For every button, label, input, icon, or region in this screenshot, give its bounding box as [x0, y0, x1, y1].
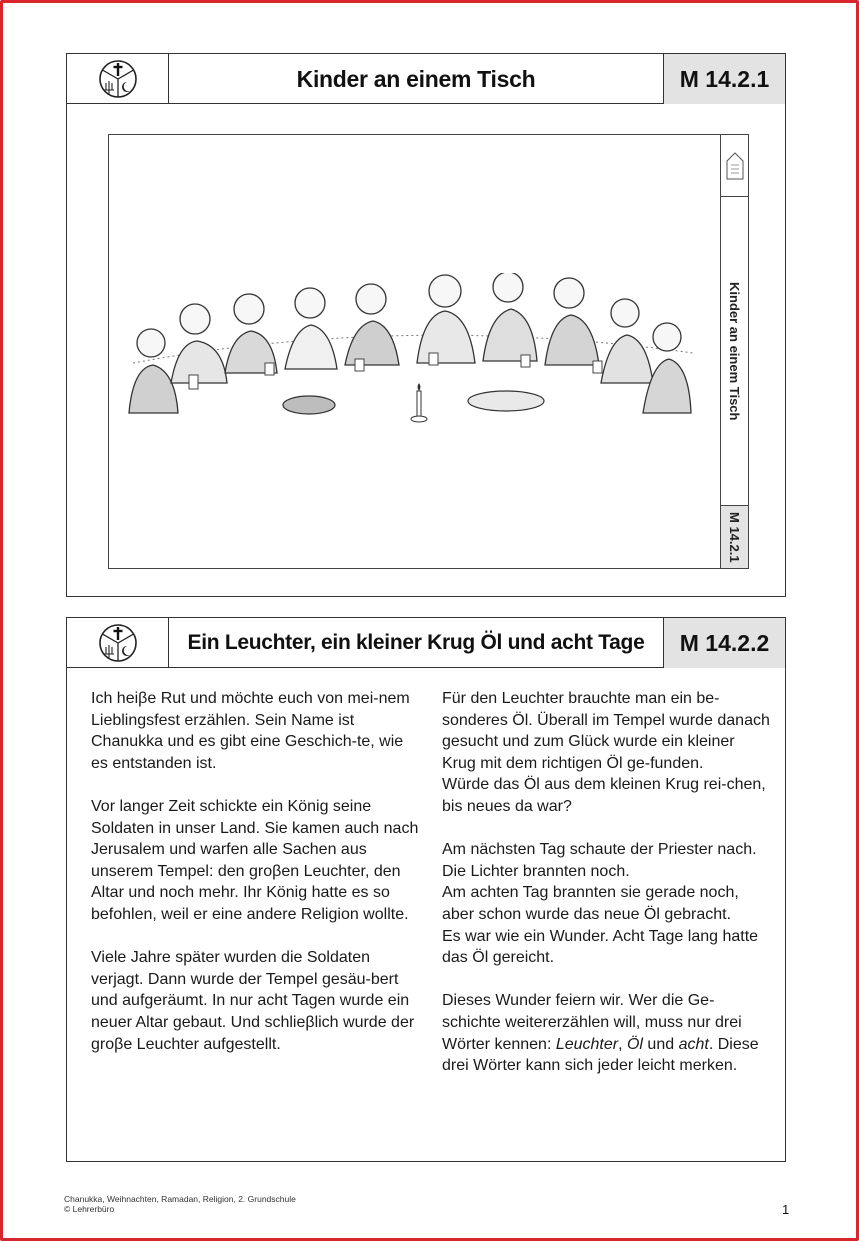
- card-code: M 14.2.1: [663, 54, 785, 104]
- footer-credit-line: Chanukka, Weihnachten, Ramadan, Religion, 2. Grundschule: [64, 1194, 296, 1204]
- footer-copyright: © Lehrerbüro: [64, 1204, 115, 1214]
- children-at-table-illustration: [123, 273, 693, 448]
- side-title: Kinder an einem Tisch: [727, 281, 742, 421]
- story-paragraph: Viele Jahre später wurden die Soldaten verjagt. Dann wurde der Tempel gesäu-bert und aufgeräumt. In nur acht Tagen wurde ein neuer Altar gebaut. Und schlieβlich wurde der groβe Leuchter aufgestellt.: [91, 949, 415, 1053]
- religions-logo-icon: [96, 59, 140, 99]
- story-paragraph: Es war wie ein Wunder. Acht Tage lang hatte das Öl gereicht.: [442, 927, 759, 967]
- card-header: [67, 54, 785, 104]
- text-column-left: [91, 688, 421, 1077]
- side-icon-cell: [721, 135, 748, 197]
- keyword-oel: Öl: [626, 1035, 643, 1053]
- worksheet-card-2: [66, 617, 786, 1162]
- card-title: Ein Leuchter, ein kleiner Krug Öl und acht Tage: [187, 631, 645, 654]
- story-paragraph-last: Dieses Wunder feiern wir. Wer die Ge-schichte weitererzählen will, muss nur drei Wörter kennen: Leuchter, Öl und acht. Diese drei Wörter kann sich jeder leicht merken.: [442, 992, 759, 1075]
- story-paragraph: Würde das Öl aus dem kleinen Krug rei-chen, bis neues da war?: [442, 776, 766, 815]
- side-strip: [720, 135, 748, 568]
- worksheet-card-1: [66, 53, 786, 597]
- story-paragraph: Für den Leuchter brauchte man ein be-sonderes Öl. Überall im Tempel wurde danach gesucht und zum Glück wurde ein kleiner Krug mit dem richtigen Öl ge-funden.: [442, 690, 770, 772]
- keyword-acht: acht: [678, 1035, 709, 1053]
- story-paragraph: Vor langer Zeit schickte ein König seine Soldaten in unser Land. Sie kamen auch nach Jerusalem und warfen alle Sachen aus unserem Tempel: den groβen Leuchter, den Altar und noch mehr. Ihr König hatte es so befohlen, weil er eine andere Religion wollte.: [91, 797, 419, 923]
- story-paragraph: Ich heiβe Rut und möchte euch von mei-nem Lieblingsfest erzählen. Sein Name ist Chanukka und es gibt eine Geschich-te, wie es entstanden ist.: [91, 690, 410, 772]
- illustration-frame: [108, 134, 749, 569]
- side-code: M 14.2.1: [721, 505, 748, 568]
- card-code: M 14.2.2: [663, 618, 785, 668]
- page-number: 1: [782, 1202, 790, 1217]
- house-sketch-icon: [725, 149, 745, 183]
- card-title: Kinder an einem Tisch: [296, 65, 536, 92]
- religions-logo-icon: [96, 623, 140, 663]
- card-header: [67, 618, 785, 668]
- logo-cell: [67, 54, 169, 104]
- text-column-right: [442, 688, 772, 1077]
- story-paragraph: Am nächsten Tag schaute der Priester nach. Die Lichter brannten noch.: [442, 841, 757, 880]
- logo-cell: [67, 618, 169, 668]
- keyword-leuchter: Leuchter: [555, 1035, 619, 1053]
- footer-credit: [64, 1194, 296, 1214]
- story-paragraph: Am achten Tag brannten sie gerade noch, aber schon wurde das neue Öl gebracht.: [442, 884, 739, 923]
